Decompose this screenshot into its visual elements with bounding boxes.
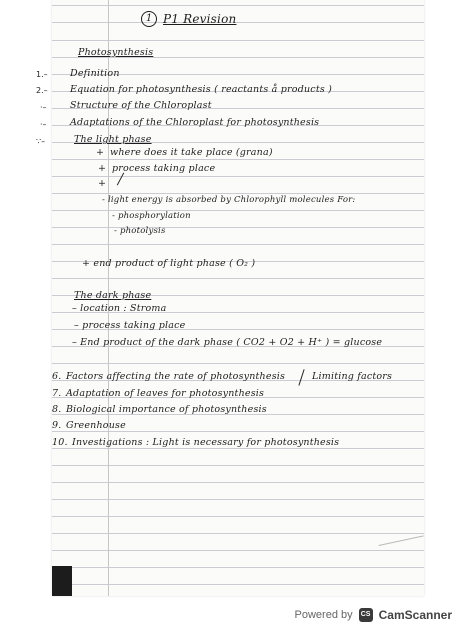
- list-marker: ·–: [40, 120, 47, 129]
- list-item: Adaptations of the Chloroplast for photosynthesis: [70, 117, 320, 128]
- light-phase-sub-item: where does it take place (grana): [110, 147, 273, 158]
- list-marker: ·–: [40, 103, 47, 112]
- topic-text: Adaptation of leaves for photosynthesis: [66, 388, 265, 399]
- camscanner-brand: CamScanner: [378, 608, 452, 622]
- list-item: Structure of the Chloroplast: [70, 100, 212, 111]
- topic-number: 9.: [52, 420, 62, 431]
- list-marker: 2.–: [36, 86, 48, 95]
- limiting-factors-note: Limiting factors: [312, 371, 393, 382]
- light-phase-sub-marker: +: [98, 178, 107, 189]
- dark-phase-heading: The dark phase: [74, 290, 152, 301]
- list-item: The light phase: [74, 134, 152, 145]
- list-item: Equation for photosynthesis ( reactants å products ): [70, 84, 333, 95]
- light-phase-sub-item: process taking place: [112, 163, 216, 174]
- list-marker: 1.–: [36, 70, 48, 79]
- powered-by-label: Powered by: [294, 609, 353, 621]
- light-phase-detail: - light energy is absorbed by Chlorophyll molecules For:: [102, 195, 356, 205]
- scan-shadow-strip: [52, 566, 72, 596]
- topic-text: Greenhouse: [66, 420, 126, 431]
- topic-text: Investigations : Light is necessary for photosynthesis: [72, 437, 340, 448]
- dark-phase-item: – location : Stroma: [72, 303, 167, 314]
- list-marker: ∵–: [36, 137, 46, 146]
- light-phase-sub-marker: +: [96, 147, 105, 158]
- list-item: Definition: [70, 68, 120, 79]
- dark-phase-item: – process taking place: [74, 320, 186, 331]
- camscanner-logo-icon: CS: [359, 608, 373, 622]
- light-phase-sub-marker: +: [98, 163, 107, 174]
- dark-phase-item: – End product of the dark phase ( CO2 + O2 + H⁺ ) = glucose: [72, 337, 383, 348]
- camscanner-watermark: [295, 608, 452, 622]
- topic-number: 8.: [52, 404, 62, 415]
- topic-text: Factors affecting the rate of photosynthesis: [66, 371, 286, 382]
- light-phase-end-product: + end product of light phase ( O₂ ): [82, 258, 256, 269]
- page-title: P1 Revision: [163, 12, 237, 26]
- light-phase-sub-list-item: - phosphorylation: [112, 211, 191, 221]
- topic-text: Biological importance of photosynthesis: [66, 404, 267, 415]
- topic-number: 10.: [52, 437, 68, 448]
- topic-number: 7.: [52, 388, 62, 399]
- page-number-circle: 1: [141, 11, 157, 27]
- section-heading-photosynthesis: Photosynthesis: [78, 47, 154, 58]
- topic-number: 6.: [52, 371, 62, 382]
- light-phase-sub-list-item: - photolysis: [114, 226, 166, 236]
